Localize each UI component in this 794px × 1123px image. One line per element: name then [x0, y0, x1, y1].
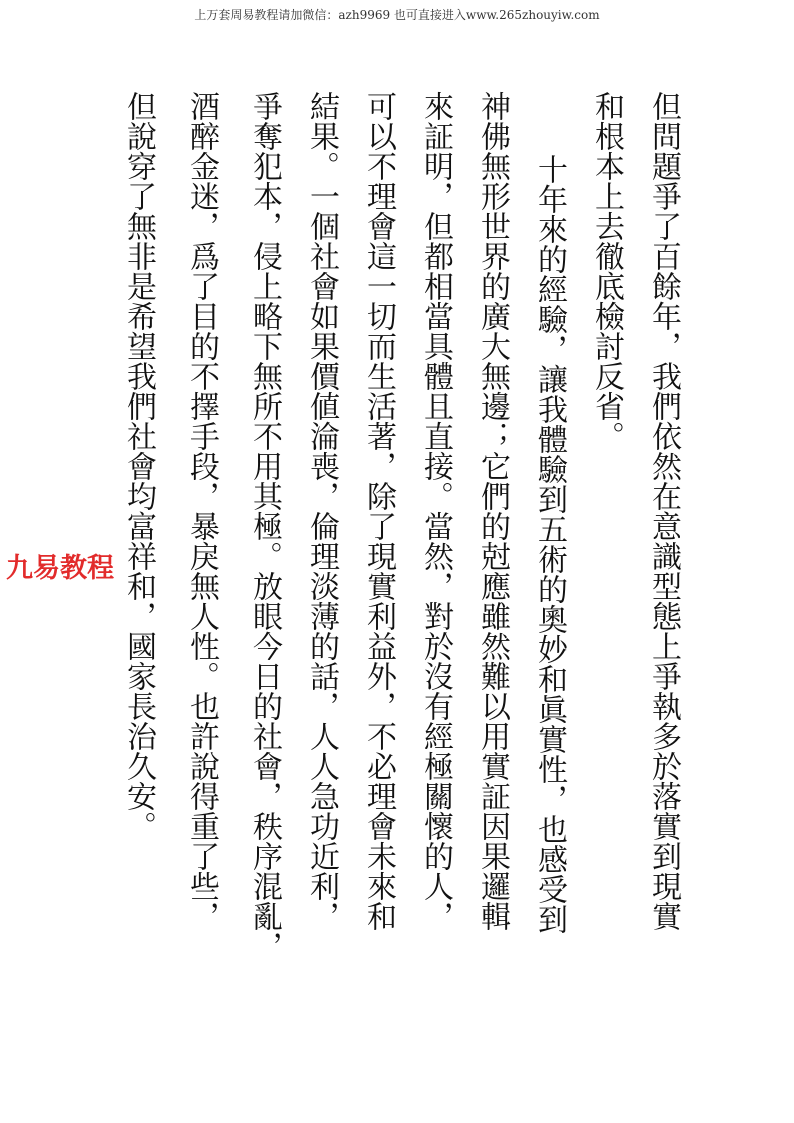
text-column-7: 結果。一個社會如果價値淪喪，倫理淡薄的話，人人急功近利， — [304, 91, 339, 931]
text-column-1: 但問題爭了百餘年，我們依然在意識型態上爭執多於落實到現實 — [646, 91, 681, 931]
text-column-5: 來証明，但都相當具體且直接。當然，對於沒有經極關懷的人， — [418, 91, 453, 931]
page-header: 上万套周易教程请加微信：azh9969 也可直接进入www.265zhouyiw.com — [194, 8, 600, 22]
watermark-logo: 九易教程 — [6, 553, 114, 584]
text-column-3: 十年來的經驗，讓我體驗到五術的奧妙和眞實性，也感受到 — [532, 154, 567, 934]
text-column-9: 酒醉金迷，爲了目的不擇手段，暴戾無人性。也許說得重了些， — [184, 91, 219, 931]
text-column-6: 可以不理會這一切而生活著，除了現實利益外，不必理會未來和 — [361, 91, 396, 931]
text-column-4: 神佛無形世界的廣大無邊；它們的尅應雖然難以用實証因果邏輯 — [475, 91, 510, 931]
text-column-10: 但說穿了無非是希望我們社會均富祥和，國家長治久安。 — [121, 91, 156, 841]
text-column-2: 和根本上去徹底檢討反省。 — [589, 91, 624, 451]
text-column-8: 爭奪犯本，侵上略下無所不用其極。放眼今日的社會，秩序混亂， — [247, 91, 282, 961]
